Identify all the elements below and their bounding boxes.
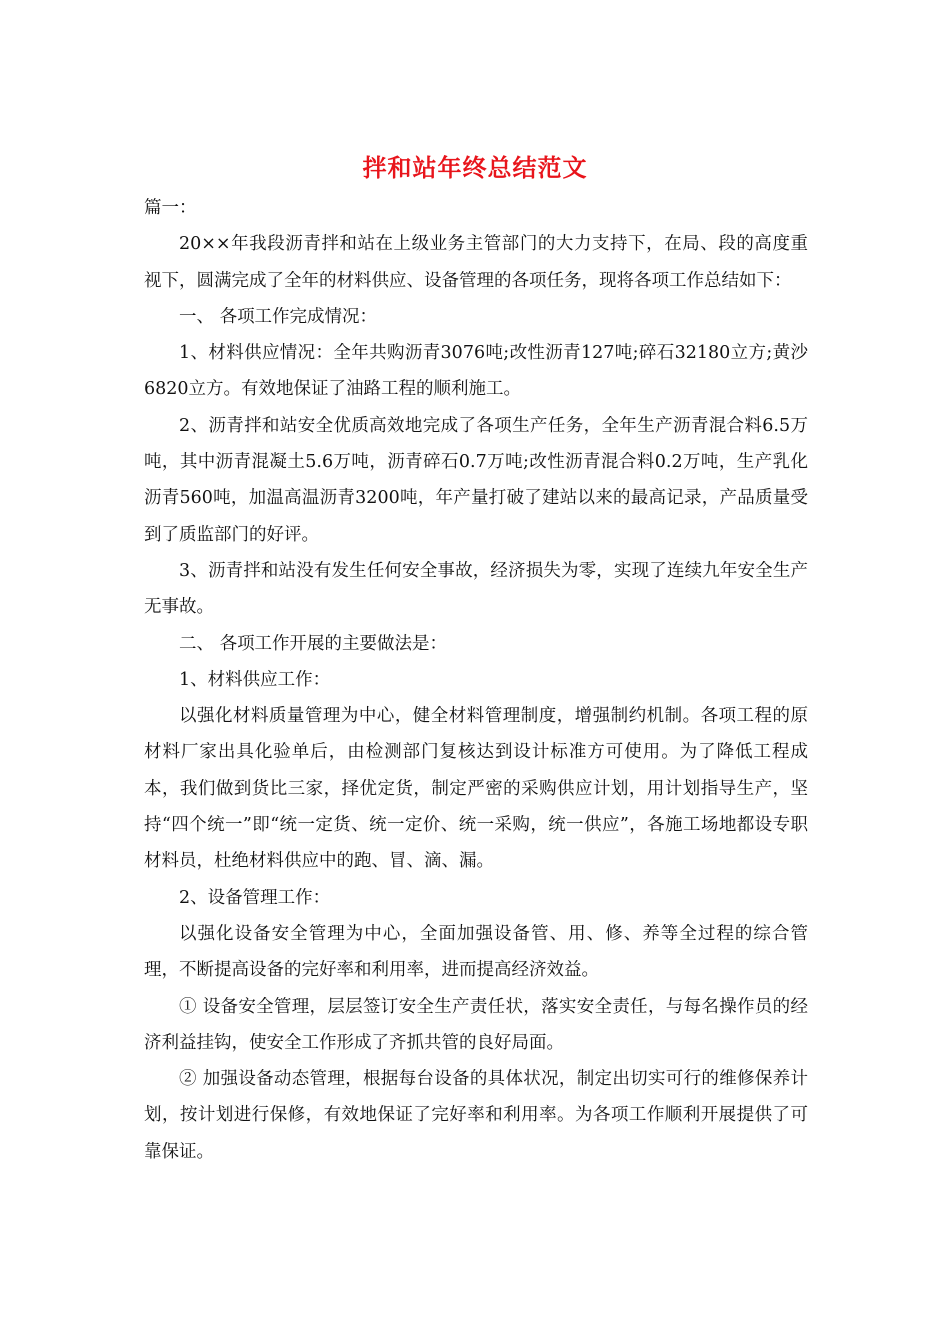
paragraph-equipment-work: 以强化设备安全管理为中心，全面加强设备管、用、修、养等全过程的综合管理，不断提高设备的完好率和利用率，进而提高经济效益。 xyxy=(144,923,808,981)
paragraph-intro: 20××年我段沥青拌和站在上级业务主管部门的大力支持下，在局、段的高度重视下，圆满完成了全年的材料供应、设备管理的各项任务，现将各项工作总结如下： xyxy=(144,234,808,291)
paragraph-section-label: 篇一： xyxy=(144,198,197,218)
paragraph-equipment-safety: ① 设备安全管理，层层签订安全生产责任状，落实安全责任，与每名操作员的经济利益挂钩，使安全工作形成了齐抓共管的良好局面。 xyxy=(144,996,808,1053)
document-body xyxy=(144,190,808,1170)
subheading-material-work: 1、材料供应工作： xyxy=(179,669,331,690)
paragraph-material-supply: 1、材料供应情况：全年共购沥青3076吨;改性沥青127吨;碎石32180立方;黄沙6820立方。有效地保证了油路工程的顺利施工。 xyxy=(144,343,808,400)
heading-completion-status: 一、 各项工作完成情况： xyxy=(179,306,378,327)
document-title: 拌和站年终总结范文 xyxy=(362,153,588,182)
heading-main-practices: 二、 各项工作开展的主要做法是： xyxy=(179,633,448,654)
subheading-equipment-work: 2、设备管理工作： xyxy=(179,887,331,908)
paragraph-equipment-dynamics: ② 加强设备动态管理，根据每台设备的具体状况，制定出切实可行的维修保养计划，按计划进行保修，有效地保证了完好率和利用率。为各项工作顺利开展提供了可靠保证。 xyxy=(144,1069,808,1162)
paragraph-material-work: 以强化材料质量管理为中心，健全材料管理制度，增强制约机制。各项工程的原材料厂家出具化验单后，由检测部门复核达到设计标准方可使用。为了降低工程成本，我们做到货比三家，择优定货，制定严密的采购供应计划，用计划指导生产，坚持“四个统一”即“统一定货、统一定价、统一采购，统一供应”，各施工场地都设专职材料员，杜绝材料供应中的跑、冒、滴、漏。 xyxy=(144,706,808,872)
paragraph-safety: 3、沥青拌和站没有发生任何安全事故，经济损失为零，实现了连续九年安全生产无事故。 xyxy=(144,560,808,618)
paragraph-production: 2、沥青拌和站安全优质高效地完成了各项生产任务，全年生产沥青混合料6.5万吨，其中沥青混凝土5.6万吨，沥青碎石0.7万吨;改性沥青混合料0.2万吨，生产乳化沥青560吨，加温高温沥青3200吨，年产量打破了建站以来的最高记录，产品质量受到了质监部门的好评。 xyxy=(144,415,808,545)
